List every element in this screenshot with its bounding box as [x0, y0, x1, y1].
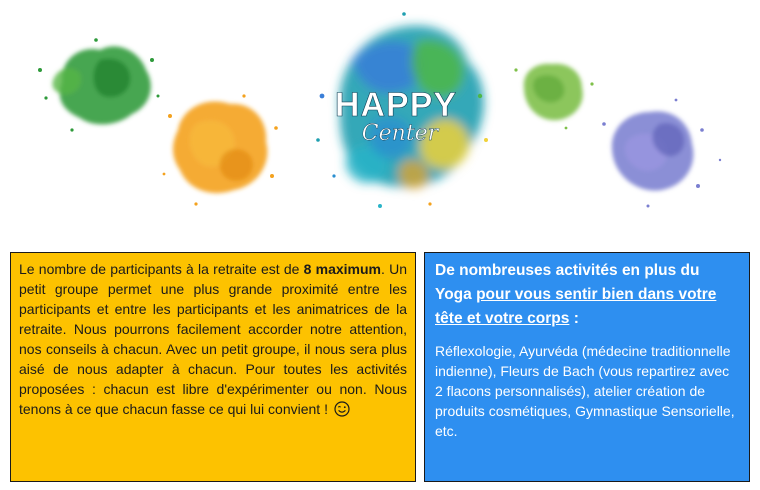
retreat-text-intro: Le nombre de participants à la retraite est de [19, 261, 304, 277]
activities-heading-end: : [569, 310, 579, 327]
activities-heading-underlined: pour vous sentir bien dans votre tête et votre corps [435, 286, 717, 327]
purple-paint-splash [612, 111, 694, 190]
activities-heading [435, 259, 739, 331]
max-participants-highlight: 8 maximum [303, 261, 381, 277]
winking-face-icon [334, 401, 350, 422]
activities-box [424, 252, 750, 482]
retreat-info-text [19, 259, 407, 422]
activities-heading-start: De nombreuses activités en plus du Yoga [435, 262, 700, 303]
logo-word: HAPPY [334, 86, 458, 124]
green-paint-splash [52, 46, 150, 124]
orange-paint-splash [173, 102, 267, 194]
logo-script: Center [361, 121, 439, 146]
header-banner [0, 0, 760, 240]
light-green-paint-splash [524, 64, 583, 120]
activities-list: Réflexologie, Ayurvéda (médecine traditionnelle indienne), Fleurs de Bach (vous repartirez avec 2 flacons personnalisés), atelier création de produits cosmétiques, Gymnastique Sensorielle, etc. [435, 343, 735, 439]
retreat-text-body: . Un petit groupe permet une plus grande proximité entre les participants et entre les participants et les animatrices de la retraite. Nous pourrons facilement accorder notre attention, nos conseils à chacun. Avec un petit groupe, il nous sera plus aisé de nous adapter à chacun. Pour toutes les activités proposées : chacun est libre d'expérimenter ou non. Nous tenons à ce que chacun fasse ce qui lui convient ! [19, 261, 407, 417]
retreat-info-box [10, 252, 416, 482]
